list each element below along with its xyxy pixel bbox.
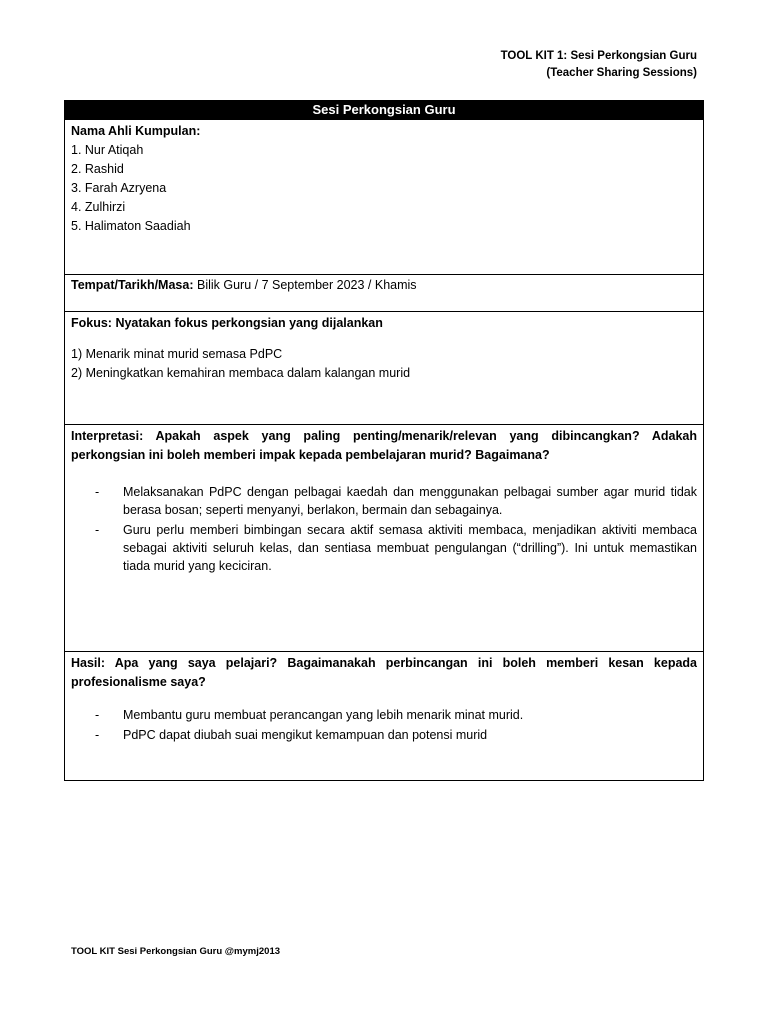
members-label: Nama Ahli Kumpulan: xyxy=(71,124,201,138)
members-list xyxy=(71,141,697,236)
focus-item: 1) Menarik minat murid semasa PdPC xyxy=(71,347,283,361)
sharing-session-form xyxy=(64,100,704,781)
document-footer: TOOL KIT Sesi Perkongsian Guru @mymj2013 xyxy=(71,946,281,957)
list-item: - Membantu guru membuat perancangan yang lebih menarik minat murid. xyxy=(95,708,524,722)
list-item: - Guru perlu memberi bimbingan secara aktif semasa aktiviti membaca, menjadikan aktiviti membaca sebagai aktiviti seluruh kelas, dan sentiasa membuat pengulangan (“drilling”). Ini untuk memastikan tiada murid yang keciciran. xyxy=(95,523,697,573)
interpretation-list xyxy=(71,483,697,575)
member-item: 3. Farah Azryena xyxy=(71,181,167,195)
document-header xyxy=(501,48,697,82)
result-label: Hasil: Apa yang saya pelajari? Bagaimanakah perbincangan ini boleh memberi kesan kepada profesionalisme saya? xyxy=(71,656,697,689)
members-cell xyxy=(65,120,704,275)
member-item: 1. Nur Atiqah xyxy=(71,143,144,157)
focus-item: 2) Meningkatkan kemahiran membaca dalam kalangan murid xyxy=(71,366,411,380)
place-date-time-cell xyxy=(65,275,704,312)
place-label: Tempat/Tarikh/Masa: xyxy=(71,278,194,292)
interpretation-cell xyxy=(65,425,704,652)
focus-cell xyxy=(65,312,704,425)
member-item: 4. Zulhirzi xyxy=(71,200,126,214)
list-item: - Melaksanakan PdPC dengan pelbagai kaedah dan menggunakan pelbagai sumber agar murid tidak berasa bosan; seperti menyanyi, berlakon, bermain dan sebagainya. xyxy=(95,485,697,517)
header-line-2: (Teacher Sharing Sessions) xyxy=(546,67,697,79)
form-title: Sesi Perkongsian Guru xyxy=(65,101,704,120)
interpretation-label: Interpretasi: Apakah aspek yang paling penting/menarik/relevan yang dibincangkan? Adakah perkongsian ini boleh memberi impak kepada pembelajaran murid? Bagaimana? xyxy=(71,429,697,462)
focus-label: Fokus: Nyatakan fokus perkongsian yang dijalankan xyxy=(71,316,383,330)
member-item: 2. Rashid xyxy=(71,162,124,176)
result-list xyxy=(71,706,697,744)
result-cell xyxy=(65,652,704,781)
header-line-1: TOOL KIT 1: Sesi Perkongsian Guru xyxy=(500,50,697,62)
place-value: Bilik Guru / 7 September 2023 / Khamis xyxy=(196,278,417,292)
member-item: 5. Halimaton Saadiah xyxy=(71,219,191,233)
list-item: - PdPC dapat diubah suai mengikut kemampuan dan potensi murid xyxy=(95,728,488,742)
